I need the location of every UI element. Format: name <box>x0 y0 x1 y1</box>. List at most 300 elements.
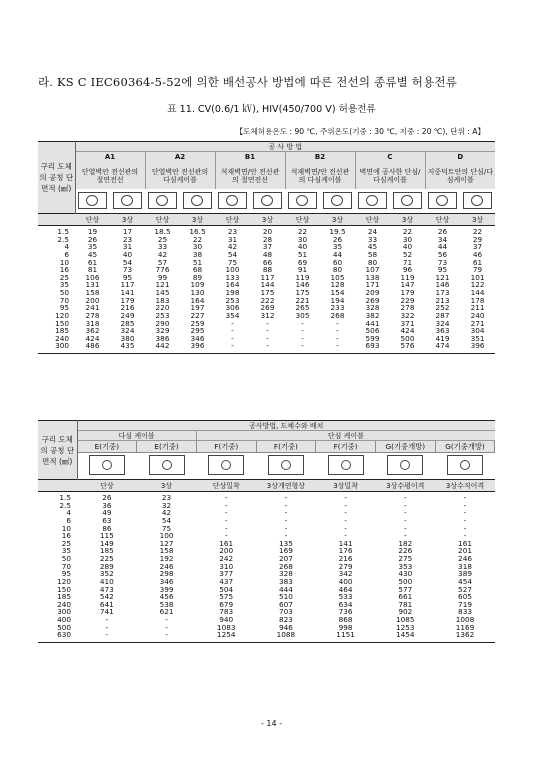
ampacity-value: 80 <box>332 265 343 275</box>
ampacity-value: 26 <box>332 234 343 244</box>
ampacity-value: 252 <box>435 303 450 313</box>
method-description: 석재벽면/안 전선관의 절연전선 <box>215 162 285 189</box>
ampacity-value: 500 <box>398 576 413 586</box>
ampacity-value: 100 <box>159 531 174 541</box>
install-method-icon <box>375 453 435 480</box>
ampacity-value: 69 <box>297 257 308 267</box>
ampacity-value: 61 <box>87 257 98 267</box>
ampacity-value: 868 <box>338 615 353 624</box>
conductor-size: 16 <box>61 531 71 541</box>
ampacity-value: - <box>463 500 467 510</box>
ampacity-value: - <box>231 318 234 328</box>
conductor-size: 4 <box>66 508 71 518</box>
ampacity-value: 352 <box>99 569 114 579</box>
ampacity-value: 35 <box>332 242 343 252</box>
phase-label: 단상 <box>355 214 390 226</box>
phase-label: 단상 <box>77 480 137 492</box>
ampacity-value: 353 <box>398 561 413 571</box>
page-number: - 14 - <box>260 719 283 728</box>
ampacity-value: 161 <box>458 538 472 548</box>
ampacity-value: 127 <box>159 538 174 548</box>
ampacity-value: 424 <box>85 333 100 343</box>
size-header: 구리 도체의 공칭 단면적 (㎟) <box>38 142 75 214</box>
ampacity-value: 164 <box>190 295 205 305</box>
ampacity-value: 101 <box>470 272 485 282</box>
conductor-size: 10 <box>59 257 69 267</box>
ampacity-value: 121 <box>155 280 170 290</box>
cable-diagram-icon <box>113 192 142 209</box>
conductor-size: 70 <box>59 295 69 305</box>
ampacity-value: 146 <box>435 280 450 290</box>
table-title: 표 11. CV(0.6/1 ㎸), HIV(450/700 V) 허용전류 <box>167 104 376 115</box>
ampacity-value: 22 <box>402 227 413 236</box>
method-section-label-2: 공사방법, 도체수와 배치 <box>77 421 495 431</box>
cable-diagram-icon <box>253 192 282 209</box>
ampacity-value: 164 <box>225 280 240 290</box>
conductor-size: 70 <box>61 561 71 571</box>
phase-label: 단상밀착 <box>196 480 256 492</box>
ampacity-value: 35 <box>87 242 98 252</box>
install-method-icon <box>355 189 390 214</box>
conductor-size: 185 <box>57 592 71 602</box>
install-method-icon <box>196 453 256 480</box>
ampacity-value: 506 <box>365 326 380 336</box>
ampacity-value: 211 <box>470 303 485 313</box>
ampacity-value: 30 <box>402 234 413 244</box>
ampacity-value: 621 <box>159 607 174 617</box>
ampacity-value: 213 <box>435 295 450 305</box>
ampacity-value: 135 <box>278 538 293 548</box>
ampacity-value: 576 <box>400 341 415 351</box>
ampacity-value: 42 <box>157 249 168 259</box>
conductor-size: 500 <box>57 622 71 632</box>
ampacity-value: 246 <box>159 561 174 571</box>
ampacity-value: 198 <box>225 288 240 297</box>
ampacity-value: - <box>403 515 407 525</box>
phase-label: 3상 <box>320 214 355 226</box>
ampacity-value: 268 <box>278 561 293 571</box>
ampacity-value: 354 <box>225 310 240 320</box>
ampacity-value: 179 <box>120 295 135 305</box>
ampacity-value: - <box>231 341 234 351</box>
ampacity-value: 207 <box>278 554 293 563</box>
ampacity-value: 107 <box>365 265 380 275</box>
ampacity-value: 371 <box>400 318 415 328</box>
ampacity-value: - <box>463 523 467 533</box>
method-code: B2 <box>285 152 355 163</box>
ampacity-value: 783 <box>219 607 234 617</box>
ampacity-value: 1083 <box>216 622 236 632</box>
ampacity-value: 377 <box>219 569 234 579</box>
cable-diagram-icon <box>358 192 387 209</box>
conductor-size: 2.5 <box>57 234 69 244</box>
ampacity-value: 312 <box>260 310 275 320</box>
ampacity-value: 607 <box>278 599 293 609</box>
ampacity-value: 328 <box>365 303 380 313</box>
ampacity-value: 289 <box>99 561 114 571</box>
ampacity-value: 641 <box>99 599 114 609</box>
ampacity-value: - <box>403 531 407 541</box>
ampacity-value: 158 <box>159 546 174 556</box>
cable-diagram-icon <box>288 192 317 209</box>
conductor-size: 1.5 <box>59 493 71 502</box>
conductor-size: 240 <box>57 599 71 609</box>
ampacity-value: 1254 <box>216 630 236 640</box>
table-row <box>38 342 495 353</box>
install-method-icon <box>425 189 460 214</box>
ampacity-value: - <box>284 500 288 510</box>
install-method-icon <box>77 453 137 480</box>
install-method-icon <box>145 189 180 214</box>
ampacity-value: - <box>336 318 339 328</box>
ampacity-value: 30 <box>297 234 308 244</box>
ampacity-value: - <box>336 326 339 336</box>
method-description: 단열벽안 전선관의 절연전선 <box>81 167 139 184</box>
ampacity-value: 227 <box>190 310 205 320</box>
ampacity-value: 605 <box>458 592 472 602</box>
ampacity-value: 51 <box>192 257 203 267</box>
ampacity-value: 96 <box>402 265 413 275</box>
ampacity-value: - <box>266 326 269 336</box>
ampacity-value: - <box>284 508 288 518</box>
ampacity-value: 73 <box>437 257 448 267</box>
ampacity-value: 220 <box>155 303 170 313</box>
ampacity-value: 19.5 <box>329 227 346 236</box>
install-method-icon <box>75 189 110 214</box>
ampacity-value: 346 <box>159 576 174 586</box>
ampacity-value: 73 <box>122 265 133 275</box>
ampacity-value: 23 <box>161 493 172 502</box>
phase-label: 단상 <box>425 214 460 226</box>
ampacity-value: 31 <box>122 242 133 252</box>
conductor-size: 25 <box>61 538 71 548</box>
ampacity-value: 240 <box>470 310 485 320</box>
ampacity-value: - <box>463 508 467 518</box>
cable-diagram-icon <box>149 455 185 475</box>
ampacity-value: 182 <box>398 538 413 548</box>
ampacity-value: - <box>224 523 228 533</box>
phase-label: 3상 <box>460 214 495 226</box>
ampacity-value: 17 <box>122 227 133 236</box>
phase-label: 단상 <box>75 214 110 226</box>
ampacity-value: - <box>165 615 168 624</box>
ampacity-value: 259 <box>190 318 205 328</box>
conductor-size: 16 <box>59 265 69 275</box>
ampacity-value: 226 <box>398 546 413 556</box>
install-method-icon <box>215 189 250 214</box>
ampacity-value: 89 <box>192 272 203 282</box>
ampacity-value: 216 <box>120 303 135 313</box>
ampacity-value: 1085 <box>395 615 415 624</box>
conditions-note: 【도체허용온도 : 90 ℃, 주위온도(기중 : 30 ℃, 지중 : 20 ℃), 단위 : A】 <box>235 127 485 136</box>
ampacity-value: 442 <box>155 341 170 351</box>
ampacity-value: 265 <box>295 303 310 313</box>
ampacity-value: - <box>463 493 467 502</box>
ampacity-value: 233 <box>330 303 345 313</box>
ampacity-value: 1151 <box>336 630 355 640</box>
ampacity-value: - <box>165 630 168 640</box>
multicore-group-label: 다심 케이블 <box>77 431 196 441</box>
ampacity-value: 456 <box>159 592 174 602</box>
ampacity-value: - <box>266 333 269 343</box>
ampacity-value: 304 <box>470 326 485 336</box>
ampacity-value: 173 <box>435 288 450 297</box>
ampacity-value: 26 <box>87 234 98 244</box>
phase-label: 단상 <box>215 214 250 226</box>
ampacity-value: 435 <box>120 341 135 351</box>
ampacity-value: 362 <box>85 326 100 336</box>
ampacity-value: 1362 <box>455 630 475 640</box>
ampacity-value: 500 <box>400 333 415 343</box>
ampacity-value: 28 <box>262 234 273 244</box>
ampacity-value: 22 <box>472 227 483 236</box>
ampacity-value: 105 <box>330 272 345 282</box>
ampacity-value: 741 <box>99 607 114 617</box>
conductor-size: 2.5 <box>59 500 71 510</box>
ampacity-value: 45 <box>87 249 98 259</box>
ampacity-value: 18.5 <box>154 227 171 236</box>
method-code: F(기중) <box>196 441 256 453</box>
cable-diagram-icon <box>148 192 177 209</box>
ampacity-value: 49 <box>102 508 112 518</box>
size-header-2: 구리 도체의 공칭 단면적 (㎟) <box>38 421 77 480</box>
ampacity-value: - <box>231 326 234 336</box>
ampacity-value: 34 <box>437 234 448 244</box>
ampacity-value: 44 <box>332 249 343 259</box>
install-method-icon <box>320 189 355 214</box>
ampacity-value: 29 <box>472 234 483 244</box>
ampacity-value: 183 <box>155 295 170 305</box>
ampacity-value: 63 <box>102 515 112 525</box>
ampacity-value: 533 <box>338 592 353 602</box>
ampacity-value: 229 <box>400 295 415 305</box>
ampacity-value: 253 <box>225 295 240 305</box>
ampacity-value: 396 <box>470 341 485 351</box>
ampacity-value: 86 <box>102 523 112 533</box>
ampacity-value: 40 <box>297 242 308 252</box>
install-method-icon <box>390 189 425 214</box>
phase-label: 3상 <box>137 480 197 492</box>
ampacity-value: - <box>105 615 109 624</box>
ampacity-value: 16.5 <box>189 227 206 236</box>
ampacity-value: 23 <box>227 227 238 236</box>
ampacity-value: 351 <box>470 333 485 343</box>
cable-diagram-icon <box>268 455 304 475</box>
ampacity-value: 178 <box>470 295 485 305</box>
ampacity-value: 117 <box>260 272 275 282</box>
phase-label: 3상 <box>390 214 425 226</box>
ampacity-value: 24 <box>367 227 378 236</box>
ampacity-value: 253 <box>155 310 170 320</box>
conductor-size: 1.5 <box>57 227 69 236</box>
ampacity-value: 419 <box>435 333 450 343</box>
ampacity-value: 324 <box>435 318 450 328</box>
ampacity-value: 329 <box>155 326 170 336</box>
conductor-size: 50 <box>61 554 71 563</box>
ampacity-value: 30 <box>192 242 203 252</box>
ampacity-value: 246 <box>458 554 472 563</box>
ampacity-value: 271 <box>470 318 485 328</box>
section-heading: 라. KS C IEC60364-5-52에 의한 배선공사 방법에 따른 전선의 종류별 허용전류 <box>38 75 458 89</box>
method-code: F(기중) <box>316 441 376 453</box>
ampacity-value: 115 <box>99 531 114 541</box>
method-code: E(기중) <box>77 441 137 453</box>
ampacity-value: 119 <box>295 272 310 282</box>
ampacity-value: 36 <box>102 500 112 510</box>
ampacity-value: - <box>224 515 228 525</box>
ampacity-value: 171 <box>365 280 380 290</box>
ampacity-value: 679 <box>219 599 234 609</box>
ampacity-value: 504 <box>219 584 234 594</box>
ampacity-value: 1454 <box>395 630 415 640</box>
ampacity-value: 33 <box>367 234 378 244</box>
ampacity-value: 1088 <box>276 630 296 640</box>
ampacity-value: 54 <box>122 257 133 267</box>
ampacity-value: 298 <box>159 569 174 579</box>
conductor-size: 25 <box>59 272 69 282</box>
ampacity-value: 121 <box>435 272 450 282</box>
ampacity-value: 31 <box>227 234 238 244</box>
ampacity-value: 128 <box>330 280 345 290</box>
method-code: G(기중개방) <box>375 441 435 453</box>
ampacity-value: - <box>165 622 168 632</box>
ampacity-value: 1008 <box>455 615 475 624</box>
ampacity-value: 454 <box>458 576 472 586</box>
ampacity-value: 396 <box>190 341 205 351</box>
ampacity-value: 25 <box>157 234 168 244</box>
ampacity-value: 306 <box>225 303 240 313</box>
ampacity-value: 424 <box>400 326 415 336</box>
ampacity-value: 54 <box>161 515 172 525</box>
install-method-icon <box>250 189 285 214</box>
ampacity-value: 285 <box>120 318 135 328</box>
cable-diagram-icon <box>183 192 212 209</box>
ampacity-value: 161 <box>219 538 234 548</box>
ampacity-value: 58 <box>367 249 378 259</box>
conductor-size: 95 <box>59 303 69 313</box>
ampacity-value: 781 <box>398 599 413 609</box>
ampacity-value: 56 <box>437 249 448 259</box>
ampacity-value: 474 <box>435 341 450 351</box>
method-code: G(기중개방) <box>435 441 495 453</box>
ampacity-value: 42 <box>161 508 172 518</box>
ampacity-value: 634 <box>338 599 353 609</box>
ampacity-value: - <box>463 515 467 525</box>
ampacity-value: - <box>336 333 339 343</box>
conductor-size: 300 <box>55 341 69 351</box>
ampacity-value: 26 <box>102 493 112 502</box>
ampacity-value: 57 <box>157 257 168 267</box>
cable-diagram-icon <box>447 455 483 475</box>
ampacity-value: 736 <box>338 607 353 617</box>
ampacity-value: 46 <box>472 249 483 259</box>
ampacity-value: 176 <box>338 546 353 556</box>
ampacity-value: 328 <box>278 569 293 579</box>
method-code: A2 <box>145 152 215 163</box>
ampacity-value: 399 <box>159 584 174 594</box>
ampacity-value: - <box>284 523 288 533</box>
ampacity-value: 200 <box>85 295 100 305</box>
ampacity-value: 577 <box>398 584 413 594</box>
ampacity-value: 510 <box>278 592 293 602</box>
ampacity-value: 242 <box>219 554 234 563</box>
ampacity-value: 80 <box>367 257 378 267</box>
ampacity-value: 940 <box>219 615 234 624</box>
ampacity-value: 130 <box>190 288 205 297</box>
ampacity-value: 322 <box>400 310 415 320</box>
ampacity-value: 122 <box>470 280 485 290</box>
ampacity-value: 22 <box>297 227 308 236</box>
cable-diagram-icon <box>463 192 492 209</box>
ampacity-value: 278 <box>85 310 100 320</box>
ampacity-value: 310 <box>219 561 234 571</box>
ampacity-value: 209 <box>365 288 380 297</box>
ampacity-value: 149 <box>99 538 114 548</box>
ampacity-value: 575 <box>219 592 234 602</box>
ampacity-value: - <box>301 326 304 336</box>
method-description: 석재벽면/안 전선관의 다심케이블 <box>285 162 355 189</box>
phase-label: 3상 <box>180 214 215 226</box>
ampacity-value: 946 <box>278 622 293 632</box>
ampacity-value: 71 <box>402 257 413 267</box>
ampacity-value: 693 <box>365 341 380 351</box>
ampacity-value: 22 <box>192 234 203 244</box>
ampacity-value: 75 <box>227 257 238 267</box>
ampacity-value: 51 <box>297 249 308 259</box>
conductor-size: 50 <box>59 288 69 297</box>
ampacity-value: 44 <box>437 242 448 252</box>
ampacity-table-2 <box>38 420 495 643</box>
ampacity-value: 192 <box>159 554 174 563</box>
ampacity-value: 279 <box>338 561 353 571</box>
ampacity-value: 81 <box>87 265 98 275</box>
cable-diagram-icon <box>78 192 107 209</box>
ampacity-value: 100 <box>225 265 240 275</box>
single-core-group-label: 단심 케이블 <box>196 431 495 441</box>
ampacity-value: 26 <box>437 227 448 236</box>
ampacity-value: 599 <box>365 333 380 343</box>
ampacity-value: - <box>403 493 407 502</box>
ampacity-value: 179 <box>400 288 415 297</box>
ampacity-value: 268 <box>330 310 345 320</box>
conductor-size: 35 <box>59 280 69 290</box>
ampacity-value: - <box>403 508 407 518</box>
ampacity-value: 389 <box>458 569 472 579</box>
ampacity-value: - <box>403 500 407 510</box>
ampacity-value: 37 <box>262 242 273 252</box>
ampacity-value: 54 <box>227 249 238 259</box>
ampacity-value: 318 <box>85 318 100 328</box>
phase-label: 3상개연형상 <box>256 480 316 492</box>
ampacity-value: 60 <box>332 257 343 267</box>
ampacity-value: 158 <box>85 288 100 297</box>
install-method-icon <box>137 453 197 480</box>
ampacity-value: 275 <box>398 554 413 563</box>
cable-diagram-icon <box>323 192 352 209</box>
ampacity-value: 1253 <box>395 622 415 632</box>
conductor-size: 400 <box>57 615 71 624</box>
ampacity-value: 88 <box>262 265 273 275</box>
phase-label: 단상 <box>285 214 320 226</box>
ampacity-value: 201 <box>458 546 472 556</box>
ampacity-value: 216 <box>338 554 353 563</box>
ampacity-value: 464 <box>338 584 353 594</box>
ampacity-value: 290 <box>155 318 170 328</box>
ampacity-value: 430 <box>398 569 413 579</box>
ampacity-value: 295 <box>190 326 205 336</box>
install-method-icon <box>316 453 376 480</box>
ampacity-value: 222 <box>260 295 275 305</box>
